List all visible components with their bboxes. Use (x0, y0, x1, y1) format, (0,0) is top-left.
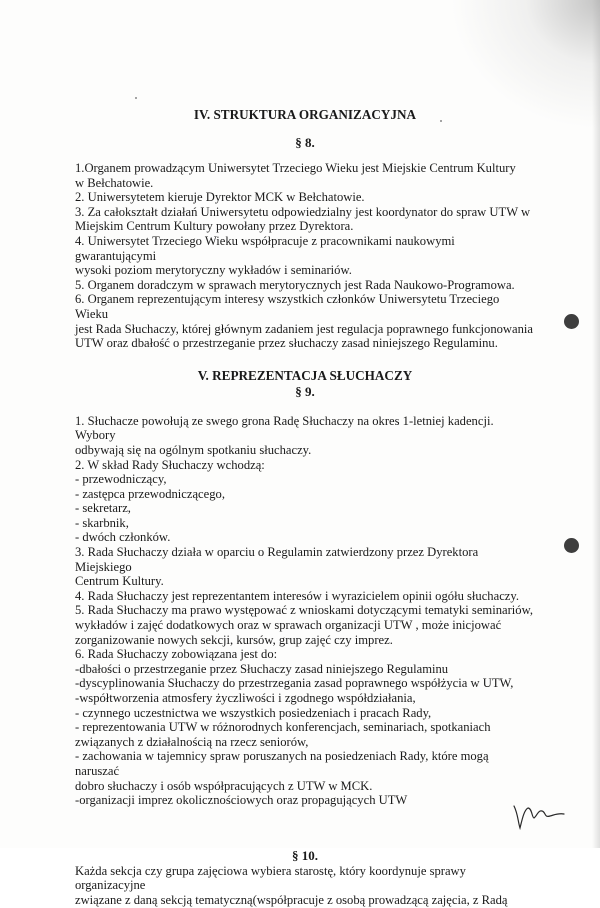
text-line: 1. Słuchacze powołują ze swego grona Radę Słuchaczy na okres 1-letniej kadencji. Wybory (75, 413, 494, 443)
handwritten-initials (510, 798, 570, 832)
text-line: wysoki poziom merytoryczny wykładów i seminariów. (75, 263, 352, 278)
text-line: - dwóch członków. (75, 530, 171, 545)
chapter5-text (75, 414, 535, 808)
chapter-heading: V. REPREZENTACJA SŁUCHACZY (197, 367, 413, 383)
scan-speck (135, 97, 137, 99)
text-line: 6. Rada Słuchaczy zobowiązana jest do: (75, 647, 278, 662)
text-line: w Bełchatowie. (75, 175, 154, 190)
text-line: związane z daną sekcją tematyczną(współpracuje z osobą prowadzącą zajęcia, z Radą (75, 892, 508, 907)
text-line: Centrum Kultury. (75, 574, 164, 589)
text-line: związanych z działalnością na rzecz seniorów, (75, 734, 309, 749)
text-line: - sekretarz, (75, 501, 131, 516)
text-line: - przewodniczący, (75, 472, 167, 487)
document-body (75, 107, 535, 908)
text-line: 3. Rada Słuchaczy działa w oparciu o Regulamin zatwierdzony przez Dyrektora Miejskiego (75, 545, 479, 574)
text-line: 1.Organem prowadzącym Uniwersytet Trzeciego Wieku jest Miejskie Centrum Kultury (75, 161, 516, 175)
text-line: -dyscyplinowania Słuchaczy do przestrzegania zasad poprawnego współżycia w UTW, (75, 676, 514, 691)
text-line: 5. Rada Słuchaczy ma prawo występować z wnioskami dotyczącymi tematyki seminariów, (75, 603, 534, 618)
text-line: - reprezentowania UTW w różnorodnych konferencjach, seminariach, spotkaniach (75, 720, 491, 735)
text-line: 6. Organem reprezentującym interesy wszystkich członków Uniwersytetu Trzeciego Wieku (75, 292, 500, 321)
text-line: - skarbnik, (75, 515, 129, 530)
text-line: odbywają się na ogólnym spotkaniu słuchaczy. (75, 442, 312, 457)
text-line: 5. Organem doradczym w sprawach merytorycznych jest Rada Naukowo-Programowa. (75, 277, 515, 292)
text-line: 2. Uniwersytetem kieruje Dyrektor MCK w Bełchatowie. (75, 190, 365, 205)
chapter-heading: IV. STRUKTURA ORGANIZACYJNA (193, 107, 417, 122)
section-number: § 9. (295, 383, 315, 399)
section10-text (75, 864, 535, 908)
text-line: -dbałości o przestrzeganie przez Słuchaczy zasad niniejszego Regulaminu (75, 661, 449, 676)
text-line: zorganizowanie nowych sekcji, kursów, grup zajęć czy imprez. (75, 632, 393, 647)
text-line: - zachowania w tajemnicy spraw poruszanych na posiedzeniach Rady, które mogą naruszać (75, 749, 489, 778)
section-number: § 8. (295, 135, 315, 150)
text-line: - zastępca przewodniczącego, (75, 486, 225, 501)
text-line: 2. W skład Rady Słuchaczy wchodzą: (75, 457, 265, 472)
text-line: 4. Rada Słuchaczy jest reprezentantem interesów i wyrazicielem opinii ogółu słuchaczy. (75, 588, 519, 603)
text-line: UTW oraz dbałość o przestrzeganie przez słuchaczy zasad niniejszego Regulaminu. (75, 336, 498, 351)
text-line: - czynnego uczestnictwa we wszystkich posiedzeniach i pracach Rady, (75, 705, 432, 720)
text-line: 3. Za całokształt działań Uniwersytetu odpowiedzialny jest koordynator do spraw UTW w (75, 204, 531, 219)
chapter4-text (75, 161, 535, 351)
section-number: § 10. (292, 847, 318, 863)
text-line: -współtworzenia atmosfery życzliwości i zgodnego współdziałania, (75, 691, 416, 705)
text-line: Każda sekcja czy grupa zajęciowa wybiera starostę, który koordynuje sprawy organizacyjne (75, 863, 466, 893)
punch-hole (564, 314, 579, 329)
text-line: 4. Uniwersytet Trzeciego Wieku współpracuje z pracownikami naukowymi gwarantującymi (75, 233, 455, 263)
text-line: dobro słuchaczy i osób współpracujących z UTW w MCK. (75, 778, 373, 793)
text-line: -organizacji imprez okolicznościowych oraz propagujących UTW (75, 793, 408, 808)
punch-hole (564, 538, 579, 553)
text-line: Miejskim Centrum Kultury powołany przez Dyrektora. (75, 219, 354, 234)
scan-edge-shadow (592, 0, 600, 848)
text-line: wykładów i zajęć dodatkowych oraz w sprawach organizacji UTW , może inicjować (75, 618, 502, 633)
text-line: jest Rada Słuchaczy, której głównym zadaniem jest regulacja poprawnego funkcjonowania (75, 321, 533, 336)
